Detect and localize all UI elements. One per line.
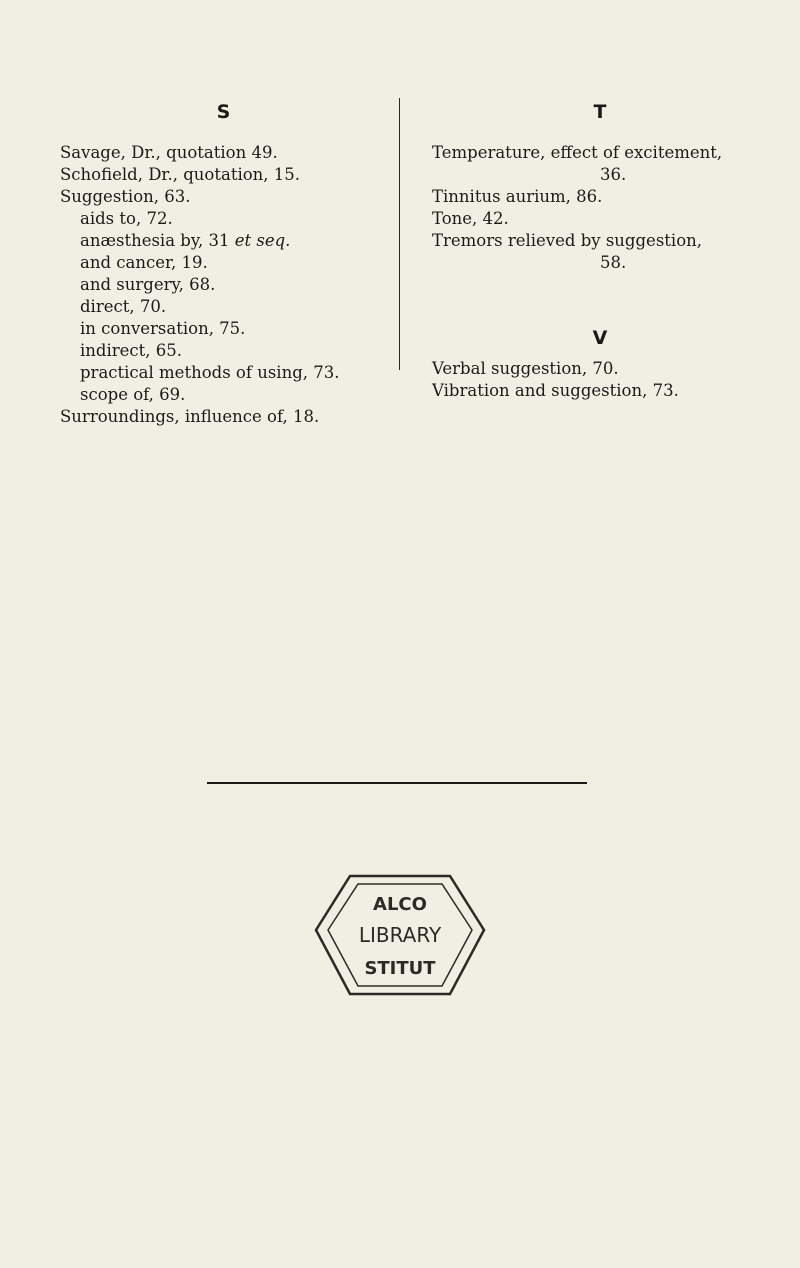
- stamp-top-text: ALCO: [373, 894, 427, 915]
- index-entries-s: [60, 142, 395, 428]
- index-entry: Schofield, Dr., quotation, 15.: [60, 165, 301, 184]
- index-entry: Vibration and suggestion, 73.: [432, 381, 679, 400]
- index-entry: Savage, Dr., quotation 49.: [60, 143, 278, 162]
- index-subentry: indirect, 65.: [80, 341, 182, 360]
- index-entries-t: [432, 142, 768, 274]
- index-column-s: [60, 92, 395, 428]
- index-entry: Suggestion, 63.: [60, 187, 191, 206]
- index-subentry: practical methods of using, 73.: [80, 363, 340, 382]
- index-subentry: and surgery, 68.: [80, 275, 216, 294]
- index-subentry: scope of, 69.: [80, 385, 186, 404]
- index-entry: Verbal suggestion, 70.: [432, 359, 619, 378]
- section-letter-s: S: [216, 101, 231, 123]
- index-entry: Temperature, effect of excitement, 36.: [432, 142, 768, 186]
- index-subentry: in conversation, 75.: [80, 319, 246, 338]
- index-entries-v: [432, 358, 768, 402]
- index-subentry: aids to, 72.: [80, 209, 173, 228]
- index-subentry: direct, 70.: [80, 297, 167, 316]
- index-entry: Surroundings, influence of, 18.: [60, 407, 320, 426]
- column-divider: [399, 98, 400, 370]
- index-entry: Tinnitus aurium, 86.: [432, 187, 603, 206]
- stamp-bottom-text: STITUT: [364, 958, 436, 979]
- index-entry: Tone, 42.: [432, 209, 509, 228]
- index-subentry: and cancer, 19.: [80, 253, 208, 272]
- library-stamp: [310, 870, 490, 1000]
- section-letter-t: T: [593, 101, 607, 123]
- index-subentry: anæsthesia by, 31 et seq.: [80, 231, 291, 250]
- italic-et-seq: et seq.: [234, 231, 291, 250]
- index-column-t-v: [432, 92, 768, 402]
- page-ref-continuation: 58.: [600, 253, 627, 272]
- end-rule: [207, 782, 587, 784]
- page-ref-continuation: 36.: [600, 165, 627, 184]
- index-entry: Tremors relieved by suggestion, 58.: [432, 230, 768, 274]
- section-letter-v: V: [592, 327, 608, 349]
- stamp-library-text: LIBRARY: [358, 923, 442, 947]
